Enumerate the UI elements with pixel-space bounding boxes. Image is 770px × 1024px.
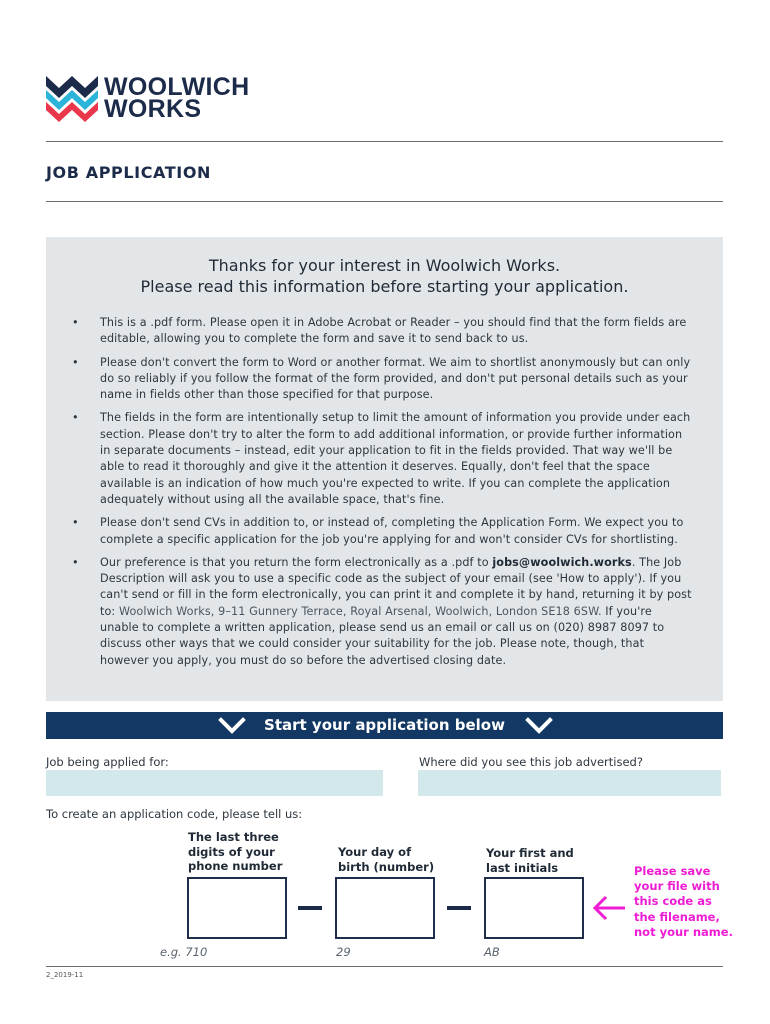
zigzag-logo-mark-icon xyxy=(46,76,98,122)
info-heading-line-1: Thanks for your interest in Woolwich Works. xyxy=(208,256,561,275)
phone-digits-input[interactable] xyxy=(187,877,287,939)
bullet5-text-1: Our preference is that you return the form electronically as a .pdf to xyxy=(100,555,493,569)
document-code: 2_2019-11 xyxy=(46,971,84,979)
information-panel xyxy=(46,237,723,701)
info-bullet: • Please don't send CVs in addition to, or instead of, completing the Application Form. We expect you to complete a specific application for the job you're applying for and won't consider CVs for shortlisting. xyxy=(72,515,694,548)
title-divider xyxy=(46,201,723,202)
initials-input[interactable] xyxy=(484,877,584,939)
bullet5-text-2: . The Job Description will ask you to use a specific code as the subject of your email (see 'How to apply'). If you can't send or fill in the form electronically, you can print it and complete it by hand, returning it by post to: xyxy=(100,555,692,618)
banner-text: Start your application below xyxy=(264,716,505,734)
logo-line-2: WORKS xyxy=(104,95,202,123)
job-applied-label: Job being applied for: xyxy=(46,755,169,769)
code-intro: To create an application code, please tell us: xyxy=(46,807,303,821)
job-applied-input[interactable] xyxy=(46,770,383,796)
birth-day-label: Your day of birth (number) xyxy=(338,845,435,874)
dash-separator xyxy=(298,906,322,910)
arrow-left-icon xyxy=(591,895,627,921)
advert-source-input[interactable] xyxy=(418,770,721,796)
bullet5-text-3: If you're unable to complete a written application, please send us an email or call us on (020) 8987 8097 to discuss other ways that we could consider your suitability for the job. Please note, though, that however you apply, you must do so before the advertised closing date. xyxy=(100,604,665,667)
bottom-divider xyxy=(46,966,723,967)
info-heading xyxy=(46,255,723,297)
info-heading-line-2: Please read this information before starting your application. xyxy=(140,277,629,296)
phone-example: e.g. 710 xyxy=(160,945,208,959)
info-bullet: • This is a .pdf form. Please open it in Adobe Acrobat or Reader – you should find that the form fields are editable, allowing you to complete the form and save it to send back to us. xyxy=(72,315,694,348)
birth-day-input[interactable] xyxy=(335,877,435,939)
chevron-down-icon xyxy=(525,717,553,735)
phone-digits-label: The last three digits of your phone number xyxy=(188,830,283,873)
initials-example: AB xyxy=(484,945,500,959)
info-bullet-return xyxy=(72,555,694,669)
jobs-email-link[interactable]: jobs@woolwich.works xyxy=(492,555,632,569)
info-bullet: • Please don't convert the form to Word or another format. We aim to shortlist anonymously but can only do so reliably if you follow the format of the form provided, and don't put personal details such as your name in fields other than those specified for that purpose. xyxy=(72,355,694,404)
form-title: JOB APPLICATION xyxy=(46,163,212,182)
advert-source-label: Where did you see this job advertised? xyxy=(419,755,643,769)
top-divider xyxy=(46,141,723,142)
postal-address: Woolwich Works, 9–11 Gunnery Terrace, Royal Arsenal, Woolwich, London SE18 6SW. xyxy=(118,604,602,618)
logo-wordmark xyxy=(104,73,250,123)
save-filename-note: Please save your file with this code as the filename, not your name. xyxy=(634,864,733,939)
start-application-banner xyxy=(46,712,723,739)
info-bullet: • The fields in the form are intentionally setup to limit the amount of information you provide under each section. Please don't try to alter the form to add additional information, or provide further information in separate documents – instead, edit your application to fit in the fields provided. That way we'll be able to read it thoroughly and give it the attention it deserves. Equally, don't feel that the space available is an indication of how much you're expected to write. If you can complete the application adequately without using all the available space, that's fine. xyxy=(72,410,694,508)
day-example: 29 xyxy=(336,945,351,959)
initials-label: Your first and last initials xyxy=(486,846,574,875)
info-bullet-list xyxy=(72,315,694,676)
logo-line-1: WOOLWICH xyxy=(104,73,250,101)
woolwich-works-logo xyxy=(46,73,271,124)
dash-separator xyxy=(447,906,471,910)
